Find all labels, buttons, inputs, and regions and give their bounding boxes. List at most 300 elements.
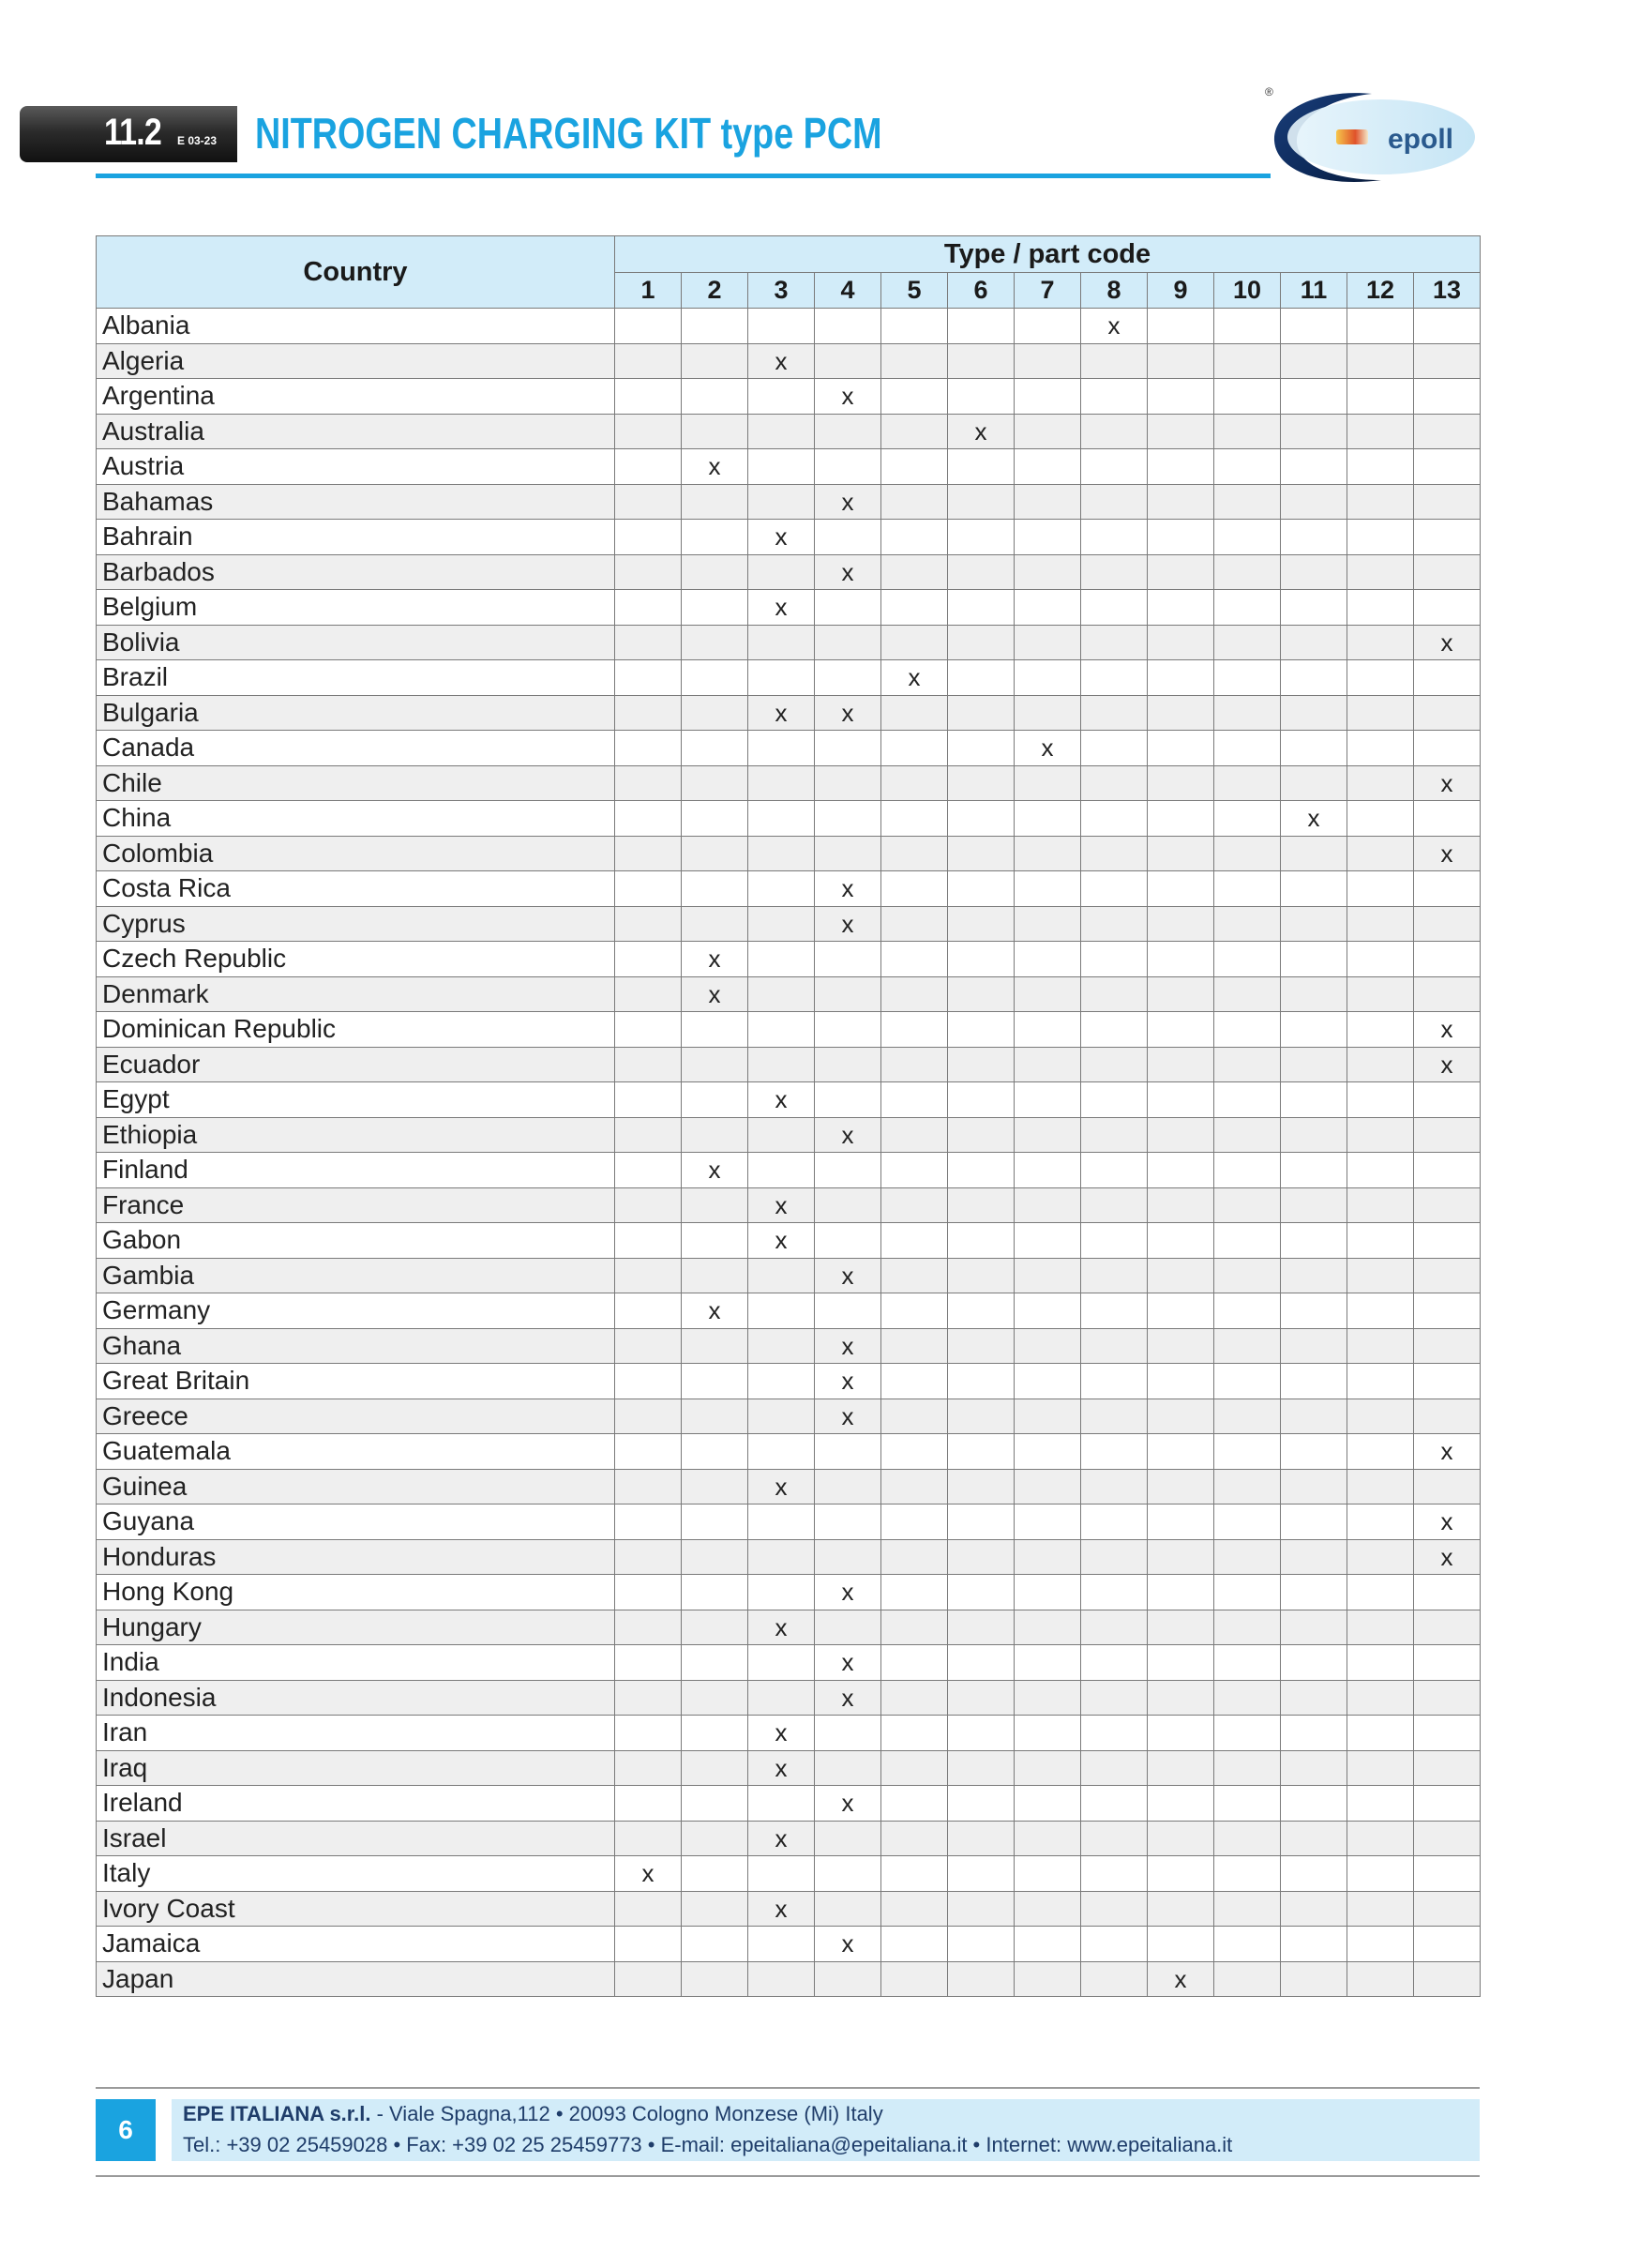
mark-cell: x <box>815 484 881 520</box>
table-row <box>97 520 1481 555</box>
empty-cell <box>1347 1153 1414 1188</box>
empty-cell <box>1015 1680 1081 1716</box>
empty-cell <box>1015 1821 1081 1856</box>
empty-cell <box>1414 1082 1481 1118</box>
empty-cell <box>1347 379 1414 415</box>
mark-cell: x <box>815 1117 881 1153</box>
country-cell: Argentina <box>97 379 615 415</box>
country-cell: Costa Rica <box>97 871 615 907</box>
empty-cell <box>615 1821 682 1856</box>
country-cell: Greece <box>97 1399 615 1434</box>
mark-cell: x <box>1414 1012 1481 1048</box>
empty-cell <box>1148 660 1214 696</box>
empty-cell <box>1414 1293 1481 1329</box>
empty-cell <box>1281 1750 1347 1786</box>
empty-cell <box>1148 414 1214 449</box>
country-cell: Barbados <box>97 554 615 590</box>
empty-cell <box>815 520 881 555</box>
empty-cell <box>1214 1328 1281 1364</box>
table-row <box>97 1153 1481 1188</box>
empty-cell <box>1281 1117 1347 1153</box>
country-cell: Egypt <box>97 1082 615 1118</box>
country-cell: China <box>97 801 615 837</box>
empty-cell <box>881 484 948 520</box>
empty-cell <box>1015 1961 1081 1997</box>
empty-cell <box>682 1504 748 1540</box>
empty-cell <box>1214 1258 1281 1293</box>
empty-cell <box>1148 1680 1214 1716</box>
empty-cell <box>615 1891 682 1927</box>
empty-cell <box>1081 1680 1148 1716</box>
empty-cell <box>1414 1645 1481 1681</box>
empty-cell <box>815 343 881 379</box>
logo-wordmark: epoll <box>1388 124 1454 155</box>
empty-cell <box>881 1187 948 1223</box>
empty-cell <box>1347 1258 1414 1293</box>
empty-cell <box>748 414 815 449</box>
empty-cell <box>948 942 1015 977</box>
mark-cell: x <box>748 1821 815 1856</box>
empty-cell <box>1414 379 1481 415</box>
empty-cell <box>1148 836 1214 871</box>
empty-cell <box>1214 484 1281 520</box>
empty-cell <box>682 1786 748 1822</box>
empty-cell <box>1081 1716 1148 1751</box>
table-row <box>97 414 1481 449</box>
empty-cell <box>948 1434 1015 1470</box>
empty-cell <box>1015 1258 1081 1293</box>
empty-cell <box>1214 1364 1281 1399</box>
empty-cell <box>615 1328 682 1364</box>
empty-cell <box>748 1927 815 1962</box>
empty-cell <box>1214 1223 1281 1259</box>
empty-cell <box>1347 1856 1414 1892</box>
footer-band <box>172 2099 1480 2161</box>
empty-cell <box>1015 1610 1081 1645</box>
column-header-9: 9 <box>1148 273 1214 309</box>
empty-cell <box>1148 731 1214 766</box>
table-row <box>97 625 1481 660</box>
empty-cell <box>1214 871 1281 907</box>
empty-cell <box>615 1645 682 1681</box>
mark-cell: x <box>682 449 748 485</box>
empty-cell <box>1281 1680 1347 1716</box>
empty-cell <box>881 1786 948 1822</box>
mark-cell: x <box>815 1364 881 1399</box>
empty-cell <box>1214 625 1281 660</box>
empty-cell <box>1148 1575 1214 1610</box>
country-cell: Gambia <box>97 1258 615 1293</box>
mark-cell: x <box>815 554 881 590</box>
empty-cell <box>615 1434 682 1470</box>
empty-cell <box>1081 660 1148 696</box>
empty-cell <box>1081 1575 1148 1610</box>
empty-cell <box>948 731 1015 766</box>
empty-cell <box>1414 449 1481 485</box>
empty-cell <box>1414 1399 1481 1434</box>
empty-cell <box>1015 1328 1081 1364</box>
empty-cell <box>1081 765 1148 801</box>
table-row <box>97 484 1481 520</box>
empty-cell <box>1347 1223 1414 1259</box>
empty-cell <box>948 379 1015 415</box>
empty-cell <box>615 1750 682 1786</box>
mark-cell: x <box>815 1927 881 1962</box>
column-header-2: 2 <box>682 273 748 309</box>
table-row <box>97 379 1481 415</box>
empty-cell <box>1414 1223 1481 1259</box>
country-cell: Hungary <box>97 1610 615 1645</box>
empty-cell <box>1347 1786 1414 1822</box>
column-header-10: 10 <box>1214 273 1281 309</box>
empty-cell <box>1148 1187 1214 1223</box>
empty-cell <box>682 379 748 415</box>
mark-cell: x <box>1414 1539 1481 1575</box>
mark-cell: x <box>881 660 948 696</box>
empty-cell <box>615 1117 682 1153</box>
empty-cell <box>881 1891 948 1927</box>
empty-cell <box>1148 1153 1214 1188</box>
table-row <box>97 1187 1481 1223</box>
empty-cell <box>881 1716 948 1751</box>
empty-cell <box>1214 1750 1281 1786</box>
empty-cell <box>1347 1469 1414 1504</box>
table-row <box>97 1434 1481 1470</box>
empty-cell <box>1081 449 1148 485</box>
empty-cell <box>1148 520 1214 555</box>
empty-cell <box>1148 1786 1214 1822</box>
empty-cell <box>1347 1187 1414 1223</box>
empty-cell <box>1414 660 1481 696</box>
empty-cell <box>748 554 815 590</box>
mark-cell: x <box>1414 765 1481 801</box>
table-row <box>97 942 1481 977</box>
empty-cell <box>1081 414 1148 449</box>
table-row <box>97 871 1481 907</box>
empty-cell <box>1081 625 1148 660</box>
empty-cell <box>1414 554 1481 590</box>
empty-cell <box>1148 1821 1214 1856</box>
country-cell: France <box>97 1187 615 1223</box>
empty-cell <box>881 1610 948 1645</box>
table-row <box>97 309 1481 344</box>
empty-cell <box>1081 1328 1148 1364</box>
empty-cell <box>682 1680 748 1716</box>
empty-cell <box>815 590 881 626</box>
mark-cell: x <box>1015 731 1081 766</box>
empty-cell <box>1081 906 1148 942</box>
empty-cell <box>1214 1504 1281 1540</box>
empty-cell <box>1347 1927 1414 1962</box>
empty-cell <box>682 1047 748 1082</box>
empty-cell <box>615 942 682 977</box>
table-row <box>97 343 1481 379</box>
empty-cell <box>748 1399 815 1434</box>
empty-cell <box>948 695 1015 731</box>
empty-cell <box>1148 1610 1214 1645</box>
empty-cell <box>682 414 748 449</box>
empty-cell <box>1414 1364 1481 1399</box>
empty-cell <box>1148 1328 1214 1364</box>
empty-cell <box>1281 1821 1347 1856</box>
empty-cell <box>748 906 815 942</box>
empty-cell <box>1081 1258 1148 1293</box>
mark-cell: x <box>748 1223 815 1259</box>
empty-cell <box>1015 1364 1081 1399</box>
empty-cell <box>948 449 1015 485</box>
table-row <box>97 1891 1481 1927</box>
empty-cell <box>1347 1891 1414 1927</box>
empty-cell <box>948 906 1015 942</box>
empty-cell <box>1214 343 1281 379</box>
empty-cell <box>881 731 948 766</box>
empty-cell <box>1081 976 1148 1012</box>
empty-cell <box>1148 343 1214 379</box>
country-cell: Brazil <box>97 660 615 696</box>
empty-cell <box>881 801 948 837</box>
empty-cell <box>1148 484 1214 520</box>
empty-cell <box>615 1364 682 1399</box>
empty-cell <box>1281 309 1347 344</box>
table-row <box>97 1821 1481 1856</box>
empty-cell <box>881 1293 948 1329</box>
empty-cell <box>682 1258 748 1293</box>
mark-cell: x <box>748 590 815 626</box>
empty-cell <box>1414 1680 1481 1716</box>
empty-cell <box>881 1434 948 1470</box>
empty-cell <box>948 976 1015 1012</box>
empty-cell <box>1214 1856 1281 1892</box>
empty-cell <box>881 590 948 626</box>
empty-cell <box>682 1399 748 1434</box>
empty-cell <box>615 343 682 379</box>
empty-cell <box>1281 1258 1347 1293</box>
empty-cell <box>1281 942 1347 977</box>
empty-cell <box>1148 1258 1214 1293</box>
mark-cell: x <box>1081 309 1148 344</box>
empty-cell <box>948 660 1015 696</box>
empty-cell <box>1414 343 1481 379</box>
empty-cell <box>1148 942 1214 977</box>
mark-cell: x <box>815 1328 881 1364</box>
empty-cell <box>1081 484 1148 520</box>
empty-cell <box>682 765 748 801</box>
empty-cell <box>948 765 1015 801</box>
empty-cell <box>682 484 748 520</box>
table-row <box>97 1961 1481 1997</box>
empty-cell <box>1347 1293 1414 1329</box>
empty-cell <box>815 1856 881 1892</box>
empty-cell <box>1015 1187 1081 1223</box>
footer-top-rule <box>96 2087 1480 2089</box>
empty-cell <box>881 1047 948 1082</box>
column-header-6: 6 <box>948 273 1015 309</box>
country-cell: Honduras <box>97 1539 615 1575</box>
empty-cell <box>815 1047 881 1082</box>
empty-cell <box>1281 765 1347 801</box>
section-number: 11.2 <box>104 112 161 153</box>
empty-cell <box>1015 1293 1081 1329</box>
empty-cell <box>1148 449 1214 485</box>
empty-cell <box>1015 836 1081 871</box>
mark-cell: x <box>1414 1047 1481 1082</box>
empty-cell <box>1015 1891 1081 1927</box>
country-cell: Algeria <box>97 343 615 379</box>
empty-cell <box>1148 1293 1214 1329</box>
empty-cell <box>1281 414 1347 449</box>
empty-cell <box>881 1927 948 1962</box>
empty-cell <box>748 484 815 520</box>
mark-cell: x <box>748 1750 815 1786</box>
empty-cell <box>1281 731 1347 766</box>
empty-cell <box>1214 1821 1281 1856</box>
empty-cell <box>1414 1856 1481 1892</box>
empty-cell <box>1214 1434 1281 1470</box>
mark-cell: x <box>682 1153 748 1188</box>
empty-cell <box>815 765 881 801</box>
table-row <box>97 1399 1481 1434</box>
empty-cell <box>1015 801 1081 837</box>
empty-cell <box>1347 1680 1414 1716</box>
empty-cell <box>682 1750 748 1786</box>
empty-cell <box>881 520 948 555</box>
empty-cell <box>1414 976 1481 1012</box>
empty-cell <box>615 1153 682 1188</box>
empty-cell <box>615 1047 682 1082</box>
column-header-12: 12 <box>1347 273 1414 309</box>
empty-cell <box>615 484 682 520</box>
empty-cell <box>1148 1504 1214 1540</box>
empty-cell <box>748 836 815 871</box>
empty-cell <box>1214 1716 1281 1751</box>
empty-cell <box>1214 1961 1281 1997</box>
empty-cell <box>1015 309 1081 344</box>
mark-cell: x <box>682 976 748 1012</box>
empty-cell <box>1214 906 1281 942</box>
table-row <box>97 765 1481 801</box>
country-cell: Japan <box>97 1961 615 1997</box>
empty-cell <box>948 1927 1015 1962</box>
empty-cell <box>815 1504 881 1540</box>
empty-cell <box>1347 309 1414 344</box>
country-cell: Guyana <box>97 1504 615 1540</box>
empty-cell <box>1414 1891 1481 1927</box>
empty-cell <box>1015 343 1081 379</box>
empty-cell <box>1148 1117 1214 1153</box>
empty-cell <box>1015 1399 1081 1434</box>
empty-cell <box>815 449 881 485</box>
empty-cell <box>615 1610 682 1645</box>
country-cell: Iran <box>97 1716 615 1751</box>
country-cell: Ireland <box>97 1786 615 1822</box>
empty-cell <box>1015 1223 1081 1259</box>
empty-cell <box>1347 1961 1414 1997</box>
empty-cell <box>682 1082 748 1118</box>
empty-cell <box>1281 836 1347 871</box>
empty-cell <box>948 1961 1015 1997</box>
empty-cell <box>815 1187 881 1223</box>
empty-cell <box>682 1961 748 1997</box>
empty-cell <box>1015 484 1081 520</box>
empty-cell <box>815 1750 881 1786</box>
empty-cell <box>881 695 948 731</box>
empty-cell <box>1081 1821 1148 1856</box>
table-row <box>97 906 1481 942</box>
empty-cell <box>1015 942 1081 977</box>
empty-cell <box>881 1223 948 1259</box>
registered-mark: ® <box>1265 85 1273 98</box>
empty-cell <box>1414 1786 1481 1822</box>
table-row <box>97 836 1481 871</box>
mark-cell: x <box>748 1082 815 1118</box>
country-cell: Ivory Coast <box>97 1891 615 1927</box>
empty-cell <box>1214 660 1281 696</box>
empty-cell <box>1347 1610 1414 1645</box>
empty-cell <box>948 1750 1015 1786</box>
footer-contacts-line: Tel.: +39 02 25459028 • Fax: +39 02 25 25459773 • E-mail: epeitaliana@epeitaliana.it • Internet: www.epeitaliana.it <box>183 2133 1233 2156</box>
empty-cell <box>615 379 682 415</box>
mark-cell: x <box>1414 836 1481 871</box>
mark-cell: x <box>815 695 881 731</box>
empty-cell <box>881 1750 948 1786</box>
empty-cell <box>615 906 682 942</box>
empty-cell <box>748 1434 815 1470</box>
empty-cell <box>748 379 815 415</box>
table-row <box>97 1539 1481 1575</box>
empty-cell <box>682 1539 748 1575</box>
empty-cell <box>748 309 815 344</box>
empty-cell <box>815 1469 881 1504</box>
country-cell: Jamaica <box>97 1927 615 1962</box>
empty-cell <box>1281 976 1347 1012</box>
empty-cell <box>881 976 948 1012</box>
country-cell: Dominican Republic <box>97 1012 615 1048</box>
table-row <box>97 695 1481 731</box>
empty-cell <box>1347 906 1414 942</box>
type-part-code-header: Type / part code <box>615 236 1481 273</box>
empty-cell <box>1148 554 1214 590</box>
empty-cell <box>881 449 948 485</box>
empty-cell <box>1347 765 1414 801</box>
empty-cell <box>682 1434 748 1470</box>
empty-cell <box>1347 554 1414 590</box>
country-cell: Bulgaria <box>97 695 615 731</box>
empty-cell <box>881 1258 948 1293</box>
empty-cell <box>948 1187 1015 1223</box>
table-row <box>97 1082 1481 1118</box>
table-row <box>97 1012 1481 1048</box>
empty-cell <box>1281 1786 1347 1822</box>
empty-cell <box>1081 1856 1148 1892</box>
empty-cell <box>948 1575 1015 1610</box>
empty-cell <box>1015 1117 1081 1153</box>
empty-cell <box>1347 836 1414 871</box>
empty-cell <box>1148 1891 1214 1927</box>
empty-cell <box>615 309 682 344</box>
empty-cell <box>1148 1012 1214 1048</box>
empty-cell <box>615 1680 682 1716</box>
empty-cell <box>881 836 948 871</box>
country-cell: Czech Republic <box>97 942 615 977</box>
empty-cell <box>1347 1504 1414 1540</box>
empty-cell <box>1281 1575 1347 1610</box>
empty-cell <box>748 1539 815 1575</box>
empty-cell <box>1414 520 1481 555</box>
edition-code: E 03-23 <box>177 134 218 147</box>
table-body <box>97 309 1481 1997</box>
empty-cell <box>1081 520 1148 555</box>
empty-cell <box>1347 1575 1414 1610</box>
